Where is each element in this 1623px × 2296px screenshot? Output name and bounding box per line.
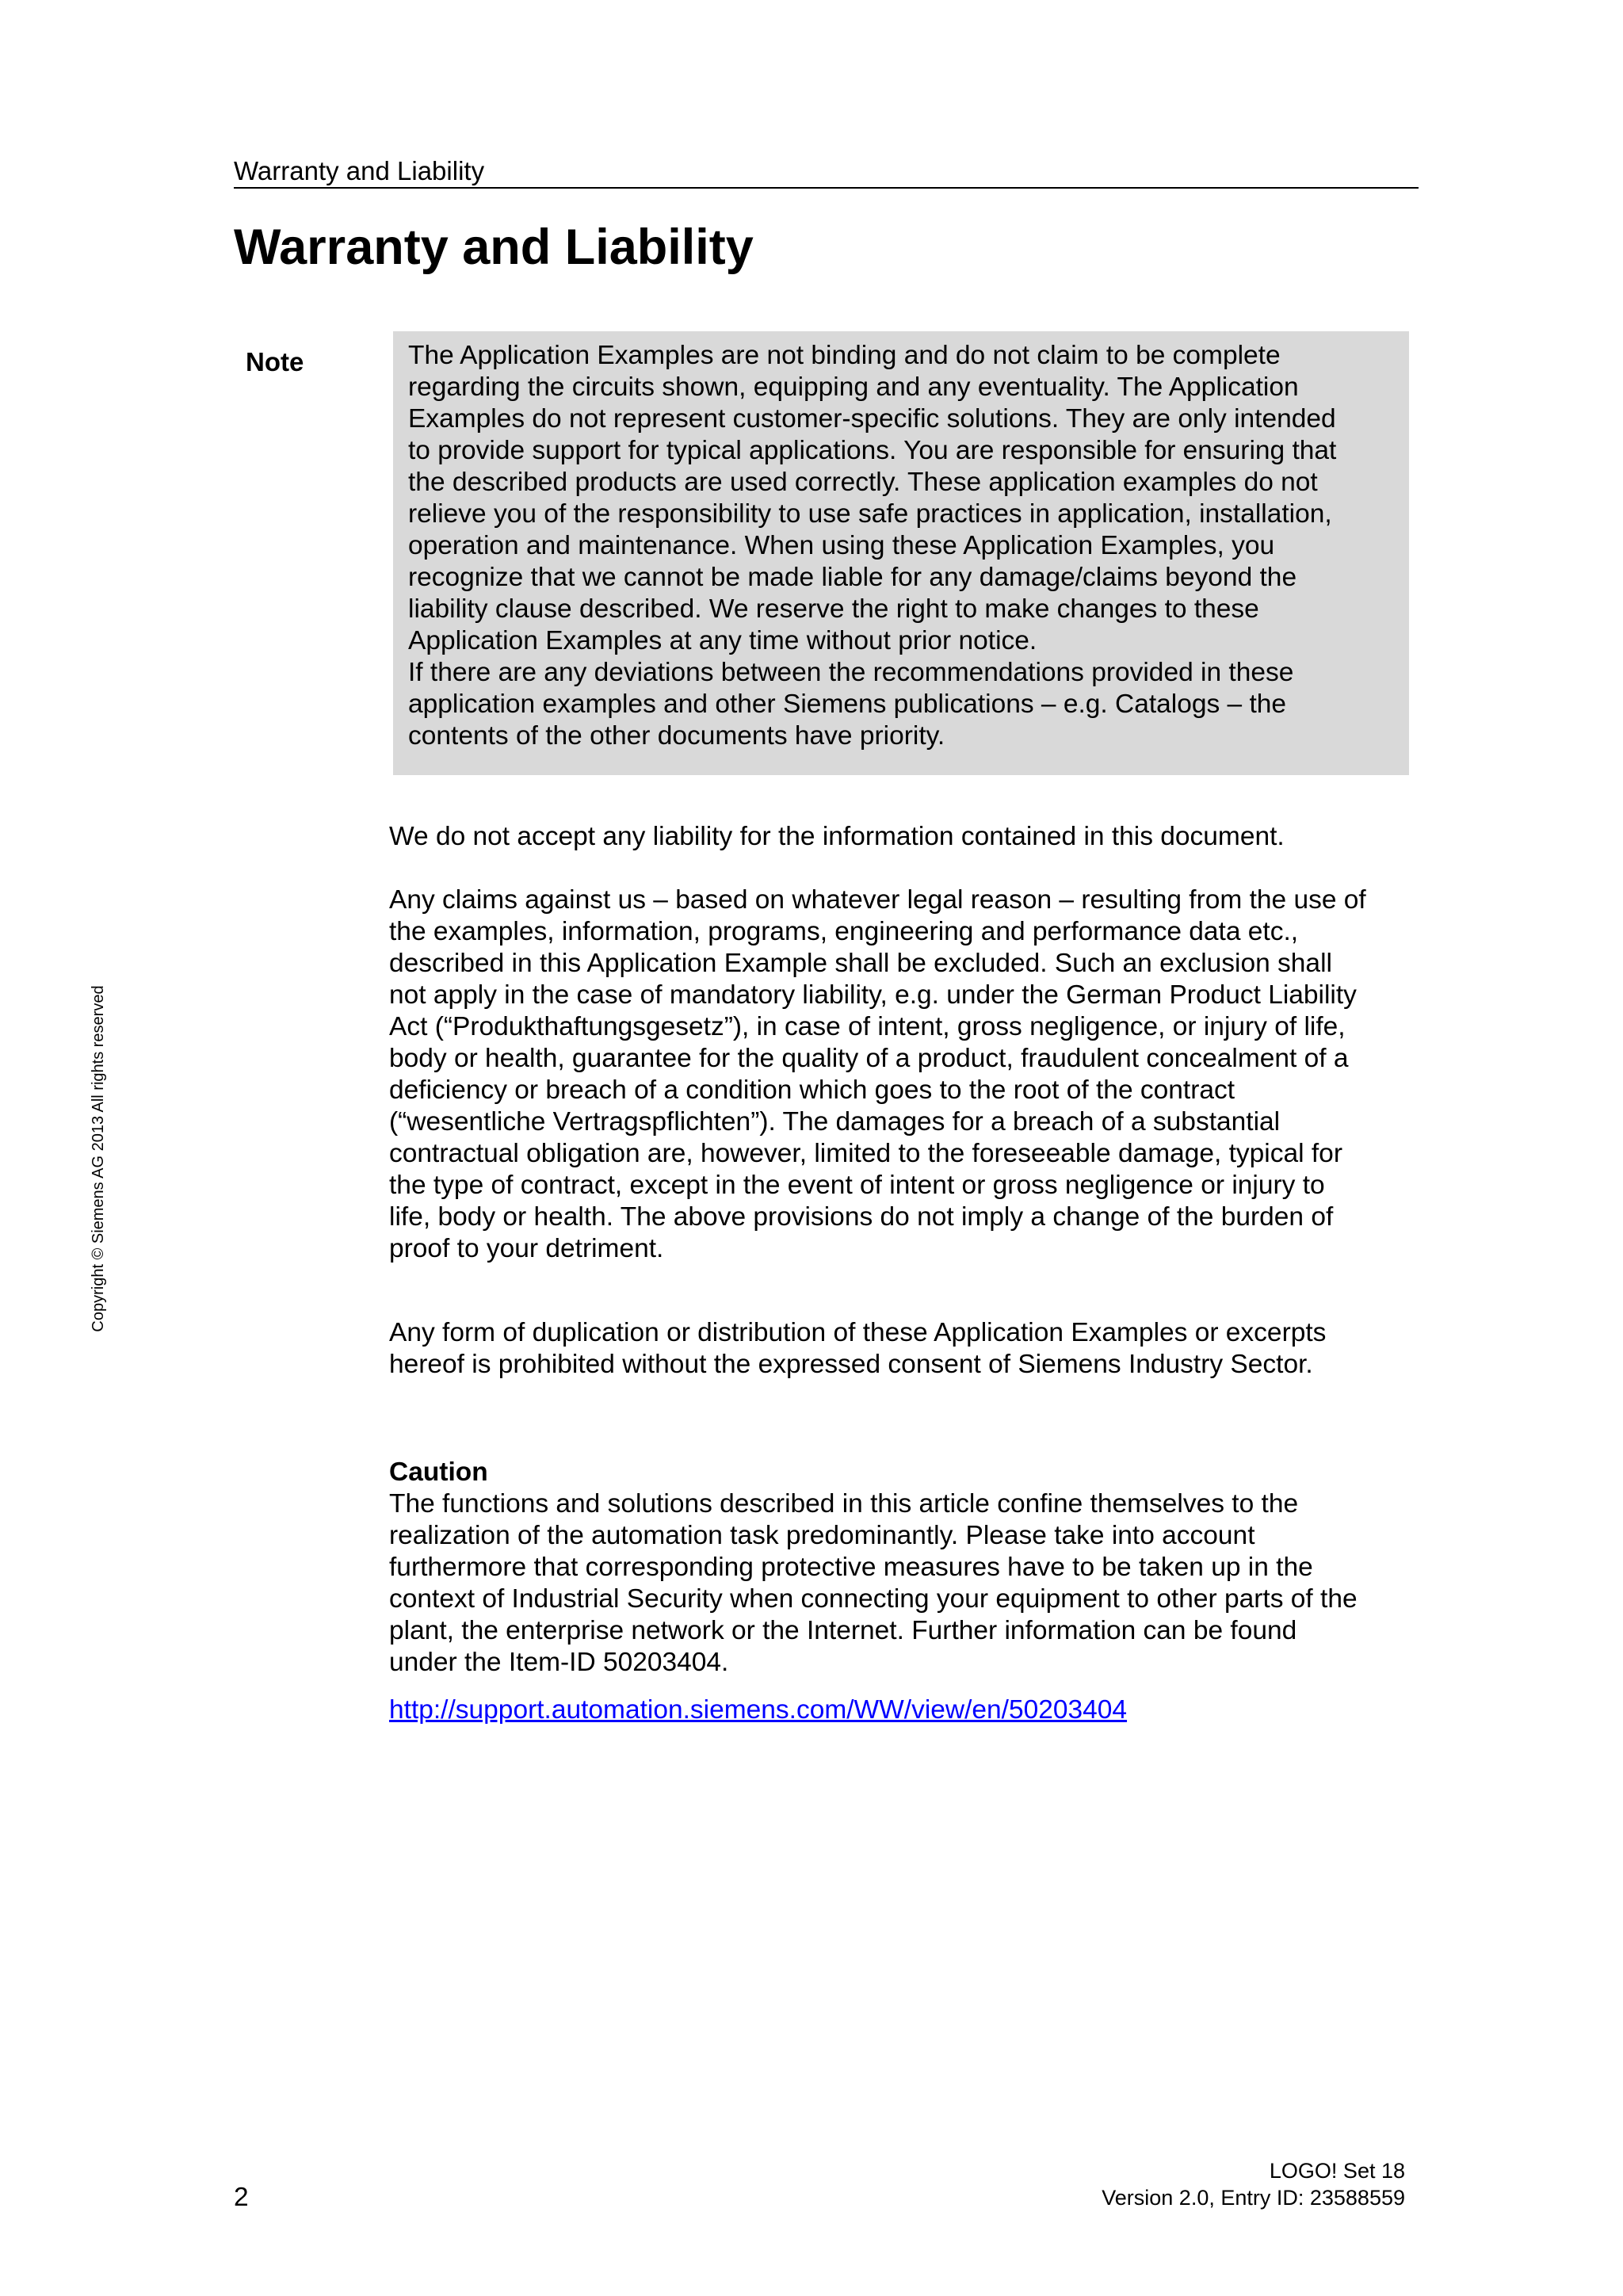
note-text: The Application Examples are not binding and do not claim to be complete regarding the circuits shown, equipping and any eventuality. The Application Examples do not represent customer-specific solutions. They are only intended to provide support for typical applications. You are responsible for ensuring that the described products are used correctly. These application examples do not relieve you of the responsibility to use safe practices in application, installation, operation and maintenance. When using these Application Examples, you recognize that we cannot be made liable for any damage/claims beyond the liability clause described. We reserve the right to make changes to these Application Examples at any time without prior notice. If there are any deviations between the recommendations provided in these application examples and other Siemens publications – e.g. Catalogs – the contents of the other documents have priority.: [408, 341, 1337, 751]
caution-heading: Caution: [389, 1457, 488, 1487]
running-header: Warranty and Liability: [234, 156, 485, 185]
support-link[interactable]: http://support.automation.siemens.com/WW/view/en/50203404: [389, 1695, 1128, 1725]
page-title: Warranty and Liability: [234, 220, 754, 275]
footer-product: LOGO! Set 18: [1269, 2159, 1405, 2183]
header-rule: [234, 187, 1419, 189]
duplication-paragraph: Any form of duplication or distribution of these Application Examples or excerpts hereof is prohibited without the expressed consent of Siemens Industry Sector.: [389, 1318, 1327, 1379]
caution-text: The functions and solutions described in this article confine themselves to the realization of the automation task predominantly. Please take into account furthermore that corresponding protective measures have to be taken up in the context of Industrial Security when connecting your equipment to other parts of the plant, the enterprise network or the Internet. Further information can be found under the Item-ID 50203404.: [389, 1489, 1358, 1677]
side-copyright: Copyright © Siemens AG 2013 All rights reserved: [90, 985, 107, 1332]
note-label: Note: [246, 347, 304, 376]
page-number: 2: [234, 2183, 249, 2212]
footer-version: Version 2.0, Entry ID: 23588559: [1102, 2186, 1405, 2210]
note-box: [393, 331, 1409, 775]
footer-info: [1102, 2157, 1405, 2211]
liability-disclaimer-paragraph: We do not accept any liability for the information contained in this document.: [389, 822, 1285, 851]
claims-exclusion-paragraph: Any claims against us – based on whatever legal reason – resulting from the use of the examples, information, programs, engineering and performance data etc., described in this Application Example shall be excluded. Such an exclusion shall not apply in the case of mandatory liability, e.g. under the German Product Liability Act (“Produkthaftungsgesetz”), in case of intent, gross negligence, or injury of life, body or health, guarantee for the quality of a product, fraudulent concealment of a deficiency or breach of a condition which goes to the root of the contract (“wesentliche Vertragspflichten”). The damages for a breach of a substantial contractual obligation are, however, limited to the foreseeable damage, typical for the type of contract, except in the event of intent or gross negligence or injury to life, body or health. The above provisions do not imply a change of the burden of proof to your detriment.: [389, 885, 1366, 1263]
